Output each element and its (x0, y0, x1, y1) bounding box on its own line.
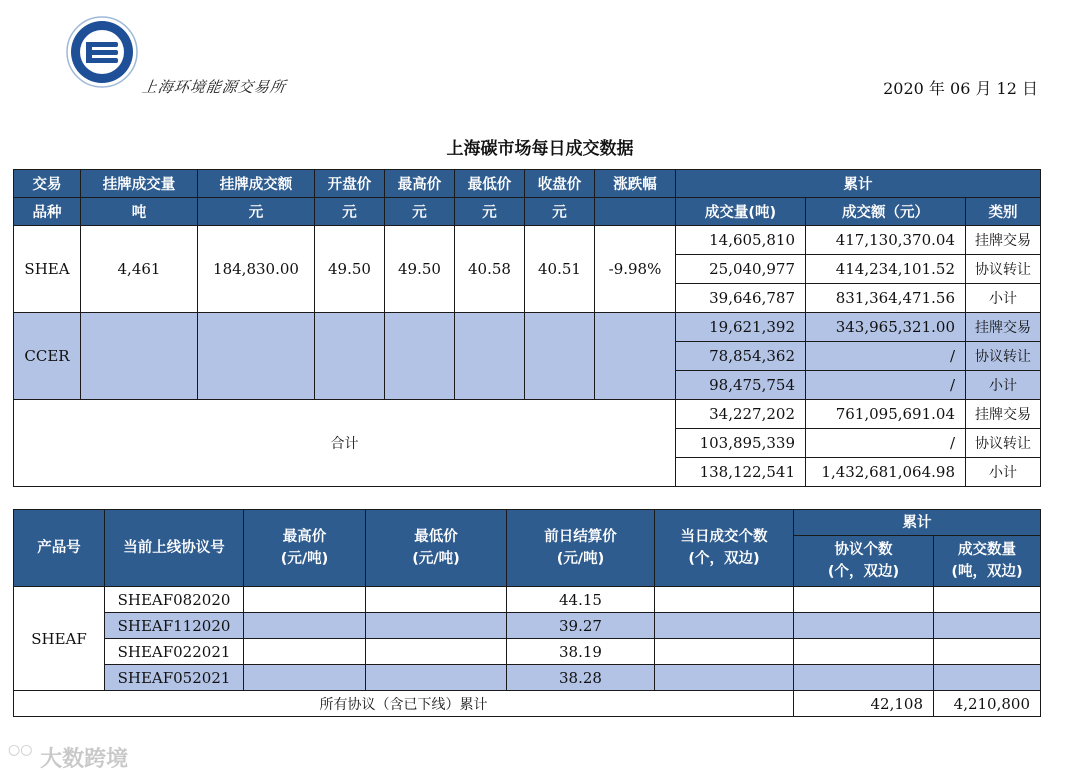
contract-id: SHEAF052021 (105, 665, 244, 691)
table-row (14, 313, 1041, 342)
header-product: 交易 (14, 170, 81, 198)
cum-amount: / (806, 342, 966, 371)
empty-cell (385, 313, 455, 400)
header-close: 收盘价 (525, 170, 595, 198)
header-open: 开盘价 (315, 170, 385, 198)
cum-volume: 39,646,787 (676, 284, 806, 313)
unit-ton: 吨 (81, 198, 198, 226)
empty-cell (315, 313, 385, 400)
empty-cell (595, 313, 676, 400)
header-agreements (794, 536, 934, 587)
category: 挂牌交易 (966, 400, 1041, 429)
low-price (366, 665, 507, 691)
header-cum-amount: 成交额（元） (806, 198, 966, 226)
header-cum-volume: 成交量(吨) (676, 198, 806, 226)
cum-volume: 98,475,754 (676, 371, 806, 400)
empty-cell (198, 313, 315, 400)
table-row (14, 665, 1041, 691)
header-cumulative: 累计 (794, 510, 1041, 536)
product-ccer: CCER (14, 313, 81, 400)
high-price (244, 639, 366, 665)
cum-volume: 34,227,202 (676, 400, 806, 429)
header-high-unit: (元/吨) (280, 551, 329, 567)
cum-volume: 138,122,541 (676, 458, 806, 487)
header-high (244, 510, 366, 587)
category: 挂牌交易 (966, 226, 1041, 255)
header-low-unit: (元/吨) (412, 551, 460, 567)
cum-volume: 78,854,362 (676, 342, 806, 371)
org-name: 上海环境能源交易所 (140, 78, 288, 96)
cum-volume: 19,621,392 (676, 313, 806, 342)
listed-amount: 184,830.00 (198, 226, 315, 313)
cum-amount: / (806, 371, 966, 400)
open-price: 49.50 (315, 226, 385, 313)
header-settle (507, 510, 655, 587)
empty-cell (794, 613, 934, 639)
table-row (14, 400, 1041, 429)
cum-amount: 343,965,321.00 (806, 313, 966, 342)
table-row (14, 639, 1041, 665)
cum-volume: 14,605,810 (676, 226, 806, 255)
cum-amount: 831,364,471.56 (806, 284, 966, 313)
header-product-no: 产品号 (14, 510, 105, 587)
header-quantity (934, 536, 1041, 587)
empty-cell (525, 313, 595, 400)
product-shea: SHEA (14, 226, 81, 313)
trade-count (655, 639, 794, 665)
header-settle-label: 前日结算价 (544, 529, 617, 545)
header-cumulative: 累计 (676, 170, 1041, 198)
header-low: 最低价 (455, 170, 525, 198)
unit-yuan: 元 (385, 198, 455, 226)
contract-id: SHEAF022021 (105, 639, 244, 665)
daily-trading-table (13, 169, 1041, 487)
header-count (655, 510, 794, 587)
cum-amount: / (806, 429, 966, 458)
header-low (366, 510, 507, 587)
watermark-icon: ○○ (8, 742, 33, 758)
high-price (244, 613, 366, 639)
unit-yuan: 元 (315, 198, 385, 226)
empty-cell (934, 665, 1041, 691)
low-price (366, 587, 507, 613)
empty-cell (81, 313, 198, 400)
unit-yuan: 元 (198, 198, 315, 226)
empty-cell (794, 665, 934, 691)
trade-count (655, 665, 794, 691)
settle-price: 39.27 (507, 613, 655, 639)
total-label: 合计 (14, 400, 676, 487)
low-price (366, 639, 507, 665)
table-row (14, 226, 1041, 255)
header-settle-unit: (元/吨) (556, 551, 605, 567)
settle-price: 38.28 (507, 665, 655, 691)
settle-price: 44.15 (507, 587, 655, 613)
category: 协议转让 (966, 342, 1041, 371)
price-change: -9.98% (595, 226, 676, 313)
report-date: 2020 年 06 月 12 日 (883, 79, 1038, 98)
header-count-unit: (个，双边) (688, 551, 760, 567)
header-agreements-label: 协议个数 (834, 542, 893, 558)
table-row (14, 613, 1041, 639)
category: 协议转让 (966, 429, 1041, 458)
table-row (14, 691, 1041, 717)
category: 小计 (966, 284, 1041, 313)
category: 协议转让 (966, 255, 1041, 284)
unit-yuan: 元 (525, 198, 595, 226)
settle-price: 38.19 (507, 639, 655, 665)
header-product-2: 品种 (14, 198, 81, 226)
cum-amount: 414,234,101.52 (806, 255, 966, 284)
footer-label: 所有协议（含已下线）累计 (14, 691, 794, 717)
header-category: 类别 (966, 198, 1041, 226)
high-price (244, 665, 366, 691)
watermark (8, 742, 128, 773)
low-price: 40.58 (455, 226, 525, 313)
empty-cell (934, 587, 1041, 613)
header-quantity-label: 成交数量 (958, 542, 1016, 558)
header-high: 最高价 (385, 170, 455, 198)
header-high-label: 最高价 (282, 529, 327, 545)
watermark-text: 大数跨境 (40, 747, 129, 772)
header-low-label: 最低价 (414, 529, 458, 545)
contract-id: SHEAF082020 (105, 587, 244, 613)
category: 小计 (966, 371, 1041, 400)
trade-count (655, 613, 794, 639)
header-listed-amount: 挂牌成交额 (198, 170, 315, 198)
unit-empty (595, 198, 676, 226)
header-quantity-unit: (吨，双边) (951, 564, 1023, 580)
empty-cell (794, 639, 934, 665)
table-row (14, 587, 1041, 613)
cum-amount: 761,095,691.04 (806, 400, 966, 429)
cum-volume: 103,895,339 (676, 429, 806, 458)
trade-count (655, 587, 794, 613)
header-contract: 当前上线协议号 (105, 510, 244, 587)
futures-agreement-table (13, 509, 1041, 717)
cum-amount: 417,130,370.04 (806, 226, 966, 255)
category: 挂牌交易 (966, 313, 1041, 342)
listed-volume: 4,461 (81, 226, 198, 313)
cum-amount: 1,432,681,064.98 (806, 458, 966, 487)
contract-id: SHEAF112020 (105, 613, 244, 639)
header-change: 涨跌幅 (595, 170, 676, 198)
category: 小计 (966, 458, 1041, 487)
page-title: 上海碳市场每日成交数据 (446, 139, 634, 159)
empty-cell (934, 613, 1041, 639)
cum-volume: 25,040,977 (676, 255, 806, 284)
header-count-label: 当日成交个数 (680, 529, 768, 545)
unit-yuan: 元 (455, 198, 525, 226)
header-agreements-unit: (个，双边) (827, 564, 900, 580)
high-price: 49.50 (385, 226, 455, 313)
total-agreements: 42,108 (794, 691, 934, 717)
empty-cell (455, 313, 525, 400)
low-price (366, 613, 507, 639)
total-quantity: 4,210,800 (934, 691, 1041, 717)
empty-cell (934, 639, 1041, 665)
empty-cell (794, 587, 934, 613)
close-price: 40.51 (525, 226, 595, 313)
exchange-logo-icon (66, 16, 138, 88)
product-sheaf: SHEAF (14, 587, 105, 691)
header-listed-volume: 挂牌成交量 (81, 170, 198, 198)
high-price (244, 587, 366, 613)
